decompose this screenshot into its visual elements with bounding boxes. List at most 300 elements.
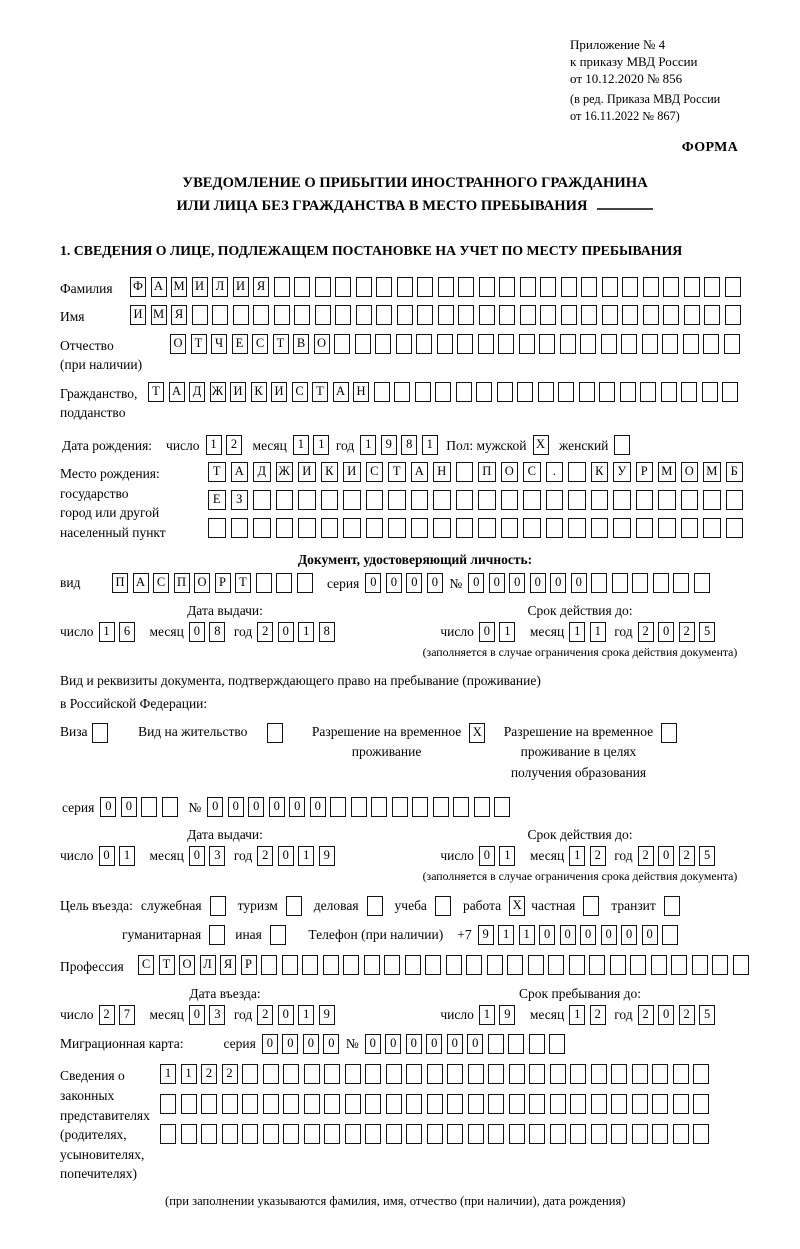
char-cell[interactable]: 2 — [638, 1005, 654, 1025]
char-cell[interactable] — [416, 334, 432, 354]
char-cell[interactable]: 0 — [228, 797, 244, 817]
char-cell[interactable]: 0 — [406, 1034, 422, 1054]
char-cell[interactable] — [396, 334, 412, 354]
char-cell[interactable]: Д — [189, 382, 205, 402]
char-cell[interactable] — [613, 490, 631, 510]
char-cell[interactable] — [457, 334, 473, 354]
char-cell[interactable]: К — [251, 382, 267, 402]
char-cell[interactable] — [242, 1094, 258, 1114]
char-cell[interactable] — [222, 1124, 238, 1144]
char-cell[interactable] — [388, 518, 406, 538]
char-cell[interactable]: 1 — [499, 622, 515, 642]
char-cell[interactable] — [388, 490, 406, 510]
char-cell[interactable] — [427, 1124, 443, 1144]
char-cell[interactable]: 2 — [679, 846, 695, 866]
char-cell[interactable]: П — [112, 573, 128, 593]
char-cell[interactable] — [613, 518, 631, 538]
char-cell[interactable]: М — [151, 305, 167, 325]
char-cell[interactable] — [509, 1064, 525, 1084]
char-cell[interactable]: С — [252, 334, 268, 354]
char-cell[interactable] — [384, 955, 400, 975]
char-cell[interactable] — [499, 277, 515, 297]
char-cell[interactable] — [520, 277, 536, 297]
char-cell[interactable]: 5 — [699, 622, 715, 642]
char-cell[interactable]: А — [333, 382, 349, 402]
char-cell[interactable] — [283, 1064, 299, 1084]
char-cell[interactable] — [415, 382, 431, 402]
char-cell[interactable] — [160, 1124, 176, 1144]
char-cell[interactable] — [261, 955, 277, 975]
char-cell[interactable] — [231, 518, 249, 538]
edu-residence-checkbox[interactable] — [661, 723, 677, 743]
char-cell[interactable] — [632, 573, 648, 593]
char-cell[interactable] — [321, 490, 339, 510]
char-cell[interactable] — [487, 955, 503, 975]
char-cell[interactable]: 0 — [479, 846, 495, 866]
residence-permit-checkbox[interactable] — [267, 723, 283, 743]
char-cell[interactable] — [298, 490, 316, 510]
char-cell[interactable] — [523, 518, 541, 538]
char-cell[interactable] — [704, 277, 720, 297]
char-cell[interactable] — [427, 1064, 443, 1084]
char-cell[interactable] — [374, 382, 390, 402]
char-cell[interactable]: 8 — [319, 622, 335, 642]
char-cell[interactable] — [330, 797, 346, 817]
purpose-work-checkbox[interactable]: X — [509, 896, 525, 916]
char-cell[interactable]: И — [230, 382, 246, 402]
char-cell[interactable] — [343, 518, 361, 538]
char-cell[interactable] — [570, 1124, 586, 1144]
char-cell[interactable]: 0 — [489, 573, 505, 593]
char-cell[interactable] — [282, 955, 298, 975]
char-cell[interactable]: И — [192, 277, 208, 297]
char-cell[interactable] — [509, 1124, 525, 1144]
char-cell[interactable]: 1 — [298, 1005, 314, 1025]
char-cell[interactable] — [498, 334, 514, 354]
char-cell[interactable]: 1 — [360, 435, 376, 455]
char-cell[interactable]: 2 — [226, 435, 242, 455]
char-cell[interactable]: М — [171, 277, 187, 297]
char-cell[interactable]: Н — [433, 462, 451, 482]
char-cell[interactable]: Т — [159, 955, 175, 975]
char-cell[interactable]: 0 — [550, 573, 566, 593]
char-cell[interactable] — [468, 1064, 484, 1084]
char-cell[interactable]: А — [169, 382, 185, 402]
char-cell[interactable] — [661, 382, 677, 402]
char-cell[interactable] — [694, 573, 710, 593]
char-cell[interactable] — [233, 305, 249, 325]
char-cell[interactable] — [722, 382, 738, 402]
temp-residence-checkbox[interactable]: X — [469, 723, 485, 743]
char-cell[interactable]: 3 — [209, 1005, 225, 1025]
char-cell[interactable]: 1 — [313, 435, 329, 455]
char-cell[interactable]: 0 — [323, 1034, 339, 1054]
char-cell[interactable]: 8 — [401, 435, 417, 455]
char-cell[interactable]: 0 — [386, 573, 402, 593]
char-cell[interactable] — [304, 1064, 320, 1084]
char-cell[interactable] — [263, 1064, 279, 1084]
char-cell[interactable] — [673, 1094, 689, 1114]
purpose-commercial-checkbox[interactable] — [367, 896, 383, 916]
purpose-other-checkbox[interactable] — [270, 925, 286, 945]
char-cell[interactable] — [663, 277, 679, 297]
char-cell[interactable] — [726, 518, 744, 538]
char-cell[interactable] — [283, 1124, 299, 1144]
char-cell[interactable]: 2 — [257, 846, 273, 866]
char-cell[interactable]: Т — [191, 334, 207, 354]
char-cell[interactable]: 0 — [189, 846, 205, 866]
char-cell[interactable]: 0 — [658, 622, 674, 642]
char-cell[interactable] — [335, 305, 351, 325]
char-cell[interactable] — [523, 490, 541, 510]
char-cell[interactable]: 9 — [381, 435, 397, 455]
char-cell[interactable]: П — [174, 573, 190, 593]
visa-checkbox[interactable] — [92, 723, 108, 743]
char-cell[interactable] — [479, 277, 495, 297]
char-cell[interactable] — [568, 518, 586, 538]
char-cell[interactable] — [561, 277, 577, 297]
char-cell[interactable] — [581, 277, 597, 297]
purpose-tourism-checkbox[interactable] — [286, 896, 302, 916]
char-cell[interactable]: 1 — [569, 622, 585, 642]
char-cell[interactable] — [315, 305, 331, 325]
char-cell[interactable]: 0 — [427, 573, 443, 593]
char-cell[interactable] — [453, 797, 469, 817]
char-cell[interactable]: 0 — [406, 573, 422, 593]
char-cell[interactable]: С — [138, 955, 154, 975]
char-cell[interactable] — [529, 1094, 545, 1114]
char-cell[interactable]: 1 — [519, 925, 535, 945]
char-cell[interactable] — [447, 1094, 463, 1114]
char-cell[interactable] — [456, 490, 474, 510]
char-cell[interactable] — [488, 1064, 504, 1084]
char-cell[interactable]: О — [170, 334, 186, 354]
char-cell[interactable]: Н — [353, 382, 369, 402]
char-cell[interactable]: 9 — [478, 925, 494, 945]
char-cell[interactable] — [726, 490, 744, 510]
char-cell[interactable] — [494, 797, 510, 817]
purpose-private-checkbox[interactable] — [583, 896, 599, 916]
char-cell[interactable]: З — [231, 490, 249, 510]
char-cell[interactable] — [528, 955, 544, 975]
char-cell[interactable] — [501, 518, 519, 538]
char-cell[interactable]: Ч — [211, 334, 227, 354]
char-cell[interactable]: М — [703, 462, 721, 482]
char-cell[interactable] — [636, 518, 654, 538]
char-cell[interactable] — [725, 277, 741, 297]
char-cell[interactable] — [620, 382, 636, 402]
char-cell[interactable] — [630, 955, 646, 975]
char-cell[interactable]: 6 — [119, 622, 135, 642]
char-cell[interactable] — [671, 955, 687, 975]
char-cell[interactable]: И — [233, 277, 249, 297]
char-cell[interactable] — [549, 1034, 565, 1054]
char-cell[interactable]: 2 — [590, 846, 606, 866]
char-cell[interactable]: 1 — [293, 435, 309, 455]
char-cell[interactable] — [433, 518, 451, 538]
char-cell[interactable] — [425, 955, 441, 975]
char-cell[interactable] — [651, 955, 667, 975]
purpose-humanitarian-checkbox[interactable] — [209, 925, 225, 945]
char-cell[interactable] — [466, 955, 482, 975]
char-cell[interactable]: 0 — [365, 1034, 381, 1054]
char-cell[interactable] — [474, 797, 490, 817]
char-cell[interactable]: 0 — [560, 925, 576, 945]
char-cell[interactable]: 0 — [278, 622, 294, 642]
char-cell[interactable] — [681, 518, 699, 538]
char-cell[interactable] — [376, 277, 392, 297]
char-cell[interactable] — [371, 797, 387, 817]
char-cell[interactable] — [323, 955, 339, 975]
char-cell[interactable]: А — [133, 573, 149, 593]
char-cell[interactable] — [446, 955, 462, 975]
char-cell[interactable] — [693, 1064, 709, 1084]
char-cell[interactable] — [405, 955, 421, 975]
char-cell[interactable] — [560, 334, 576, 354]
char-cell[interactable] — [365, 1124, 381, 1144]
purpose-business-checkbox[interactable] — [210, 896, 226, 916]
char-cell[interactable]: 0 — [385, 1034, 401, 1054]
char-cell[interactable]: 0 — [278, 1005, 294, 1025]
char-cell[interactable] — [324, 1094, 340, 1114]
char-cell[interactable] — [375, 334, 391, 354]
char-cell[interactable] — [366, 490, 384, 510]
char-cell[interactable] — [433, 797, 449, 817]
char-cell[interactable] — [733, 955, 749, 975]
char-cell[interactable]: Ф — [130, 277, 146, 297]
char-cell[interactable] — [392, 797, 408, 817]
char-cell[interactable]: 0 — [303, 1034, 319, 1054]
char-cell[interactable] — [546, 518, 564, 538]
char-cell[interactable]: 0 — [601, 925, 617, 945]
char-cell[interactable]: И — [343, 462, 361, 482]
char-cell[interactable] — [343, 490, 361, 510]
char-cell[interactable] — [397, 305, 413, 325]
char-cell[interactable] — [253, 518, 271, 538]
char-cell[interactable]: 1 — [99, 622, 115, 642]
char-cell[interactable] — [355, 334, 371, 354]
char-cell[interactable]: Л — [212, 277, 228, 297]
char-cell[interactable] — [276, 490, 294, 510]
char-cell[interactable] — [412, 797, 428, 817]
char-cell[interactable] — [622, 305, 638, 325]
char-cell[interactable] — [294, 305, 310, 325]
char-cell[interactable] — [591, 490, 609, 510]
char-cell[interactable]: О — [314, 334, 330, 354]
char-cell[interactable]: 0 — [278, 846, 294, 866]
char-cell[interactable] — [479, 305, 495, 325]
char-cell[interactable] — [568, 490, 586, 510]
char-cell[interactable] — [550, 1064, 566, 1084]
char-cell[interactable]: С — [292, 382, 308, 402]
char-cell[interactable]: 2 — [638, 622, 654, 642]
char-cell[interactable] — [611, 1064, 627, 1084]
char-cell[interactable] — [297, 573, 313, 593]
char-cell[interactable] — [684, 305, 700, 325]
char-cell[interactable] — [433, 490, 451, 510]
char-cell[interactable]: О — [194, 573, 210, 593]
char-cell[interactable]: 1 — [181, 1064, 197, 1084]
char-cell[interactable] — [181, 1124, 197, 1144]
char-cell[interactable] — [611, 1124, 627, 1144]
char-cell[interactable] — [602, 277, 618, 297]
char-cell[interactable] — [334, 334, 350, 354]
char-cell[interactable] — [569, 955, 585, 975]
char-cell[interactable]: Т — [273, 334, 289, 354]
char-cell[interactable] — [520, 305, 536, 325]
char-cell[interactable]: У — [613, 462, 631, 482]
char-cell[interactable] — [662, 925, 678, 945]
char-cell[interactable] — [321, 518, 339, 538]
char-cell[interactable] — [345, 1124, 361, 1144]
char-cell[interactable]: 9 — [499, 1005, 515, 1025]
char-cell[interactable]: 0 — [539, 925, 555, 945]
char-cell[interactable]: 1 — [498, 925, 514, 945]
char-cell[interactable] — [458, 305, 474, 325]
char-cell[interactable]: 2 — [257, 1005, 273, 1025]
sex-male-checkbox[interactable]: X — [533, 435, 549, 455]
char-cell[interactable] — [546, 490, 564, 510]
char-cell[interactable]: К — [321, 462, 339, 482]
char-cell[interactable] — [550, 1094, 566, 1114]
char-cell[interactable] — [591, 1094, 607, 1114]
char-cell[interactable]: 2 — [638, 846, 654, 866]
char-cell[interactable]: 1 — [422, 435, 438, 455]
char-cell[interactable] — [632, 1124, 648, 1144]
char-cell[interactable]: Р — [636, 462, 654, 482]
char-cell[interactable] — [276, 573, 292, 593]
char-cell[interactable] — [591, 1064, 607, 1084]
char-cell[interactable] — [591, 573, 607, 593]
char-cell[interactable] — [673, 1064, 689, 1084]
char-cell[interactable]: И — [298, 462, 316, 482]
char-cell[interactable]: Т — [148, 382, 164, 402]
char-cell[interactable] — [276, 518, 294, 538]
char-cell[interactable] — [683, 334, 699, 354]
char-cell[interactable] — [519, 334, 535, 354]
char-cell[interactable] — [394, 382, 410, 402]
char-cell[interactable] — [356, 277, 372, 297]
char-cell[interactable] — [579, 382, 595, 402]
char-cell[interactable] — [324, 1064, 340, 1084]
char-cell[interactable] — [704, 305, 720, 325]
char-cell[interactable] — [417, 277, 433, 297]
char-cell[interactable]: 0 — [248, 797, 264, 817]
char-cell[interactable] — [653, 573, 669, 593]
char-cell[interactable] — [622, 277, 638, 297]
char-cell[interactable] — [610, 955, 626, 975]
char-cell[interactable] — [540, 305, 556, 325]
char-cell[interactable]: С — [153, 573, 169, 593]
char-cell[interactable]: 0 — [621, 925, 637, 945]
char-cell[interactable] — [581, 305, 597, 325]
char-cell[interactable]: С — [366, 462, 384, 482]
char-cell[interactable] — [201, 1094, 217, 1114]
char-cell[interactable] — [501, 490, 519, 510]
char-cell[interactable] — [558, 382, 574, 402]
char-cell[interactable]: 5 — [699, 1005, 715, 1025]
char-cell[interactable]: А — [151, 277, 167, 297]
char-cell[interactable] — [663, 305, 679, 325]
char-cell[interactable] — [539, 334, 555, 354]
char-cell[interactable]: 0 — [530, 573, 546, 593]
char-cell[interactable]: 1 — [298, 846, 314, 866]
char-cell[interactable]: 0 — [571, 573, 587, 593]
char-cell[interactable] — [324, 1124, 340, 1144]
char-cell[interactable] — [693, 1094, 709, 1114]
char-cell[interactable] — [162, 797, 178, 817]
char-cell[interactable] — [386, 1064, 402, 1084]
char-cell[interactable] — [343, 955, 359, 975]
char-cell[interactable] — [468, 1094, 484, 1114]
char-cell[interactable] — [411, 518, 429, 538]
char-cell[interactable]: 0 — [658, 1005, 674, 1025]
char-cell[interactable]: А — [231, 462, 249, 482]
char-cell[interactable]: 0 — [447, 1034, 463, 1054]
char-cell[interactable] — [632, 1094, 648, 1114]
char-cell[interactable]: Т — [208, 462, 226, 482]
char-cell[interactable] — [561, 305, 577, 325]
char-cell[interactable] — [602, 305, 618, 325]
char-cell[interactable] — [160, 1094, 176, 1114]
char-cell[interactable] — [181, 1094, 197, 1114]
char-cell[interactable] — [417, 305, 433, 325]
char-cell[interactable] — [550, 1124, 566, 1144]
char-cell[interactable] — [315, 277, 331, 297]
char-cell[interactable] — [406, 1094, 422, 1114]
char-cell[interactable] — [298, 518, 316, 538]
char-cell[interactable] — [212, 305, 228, 325]
char-cell[interactable] — [427, 1094, 443, 1114]
char-cell[interactable]: 1 — [206, 435, 222, 455]
char-cell[interactable] — [673, 573, 689, 593]
char-cell[interactable] — [438, 277, 454, 297]
char-cell[interactable] — [529, 1064, 545, 1084]
char-cell[interactable] — [304, 1124, 320, 1144]
char-cell[interactable] — [507, 955, 523, 975]
char-cell[interactable] — [488, 1124, 504, 1144]
char-cell[interactable] — [548, 955, 564, 975]
char-cell[interactable] — [201, 1124, 217, 1144]
char-cell[interactable]: 0 — [289, 797, 305, 817]
char-cell[interactable] — [509, 1094, 525, 1114]
char-cell[interactable] — [364, 955, 380, 975]
char-cell[interactable] — [702, 382, 718, 402]
char-cell[interactable] — [591, 518, 609, 538]
char-cell[interactable]: Т — [388, 462, 406, 482]
char-cell[interactable] — [642, 334, 658, 354]
char-cell[interactable]: И — [130, 305, 146, 325]
char-cell[interactable] — [640, 382, 656, 402]
char-cell[interactable] — [456, 462, 474, 482]
char-cell[interactable]: 0 — [310, 797, 326, 817]
char-cell[interactable] — [652, 1124, 668, 1144]
char-cell[interactable] — [263, 1094, 279, 1114]
char-cell[interactable]: Т — [235, 573, 251, 593]
char-cell[interactable]: 0 — [509, 573, 525, 593]
char-cell[interactable]: Б — [726, 462, 744, 482]
char-cell[interactable] — [643, 277, 659, 297]
char-cell[interactable]: О — [501, 462, 519, 482]
char-cell[interactable]: 0 — [580, 925, 596, 945]
char-cell[interactable] — [589, 955, 605, 975]
char-cell[interactable] — [274, 277, 290, 297]
char-cell[interactable]: П — [478, 462, 496, 482]
char-cell[interactable]: Я — [171, 305, 187, 325]
sex-female-checkbox[interactable] — [614, 435, 630, 455]
char-cell[interactable] — [192, 305, 208, 325]
char-cell[interactable] — [365, 1094, 381, 1114]
